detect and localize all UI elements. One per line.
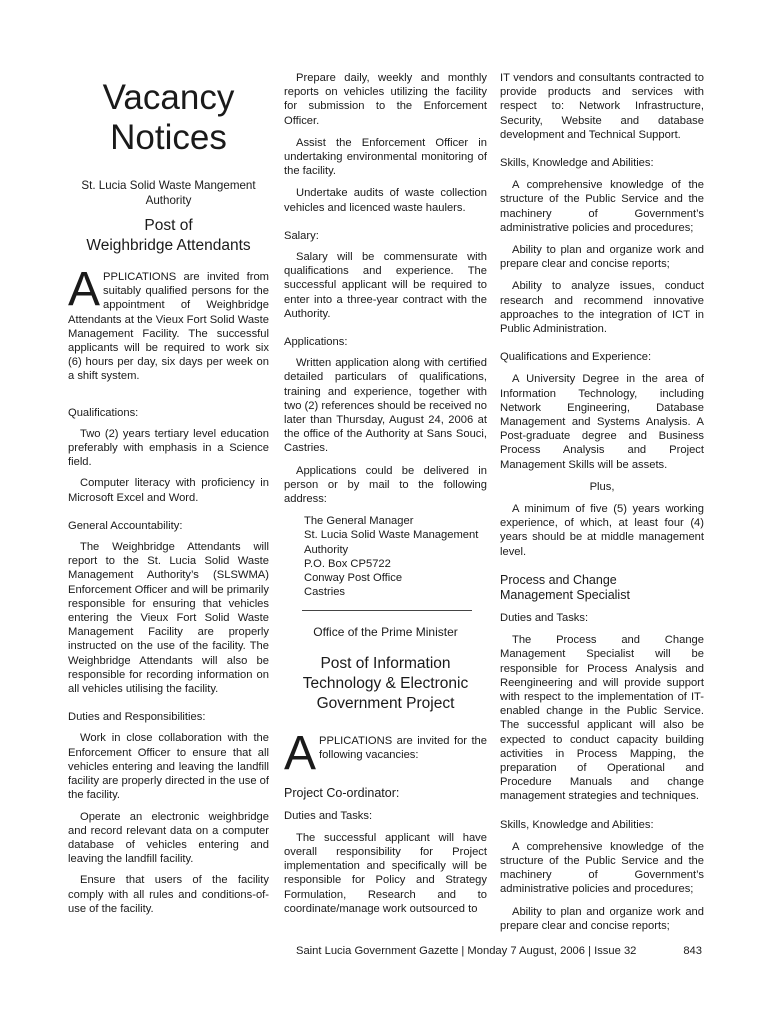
qualification-item: A minimum of five (5) years working experience, of which, at least four (4) years should be at middle management level. [500, 503, 704, 558]
drop-cap: A [284, 726, 317, 780]
qualification-item: Two (2) years tertiary level education preferably with emphasis in a Science field. [68, 427, 269, 469]
duty-item: Work in close collaboration with the Enforcement Officer to ensure that all vehicles entering and leaving the landfill facility are properly directed in the use of the facility. [68, 732, 269, 802]
duties-heading: Duties and Tasks: [284, 809, 373, 822]
skill-item: A comprehensive knowledge of the structure of the Public Service and the machinery of Government’s administrative policies and procedures; [500, 179, 704, 234]
skill-item: Ability to analyze issues, conduct research and recommend innovative approaches to the integration of ICT in Public Administration. [500, 280, 704, 336]
applications-text: Applications could be delivered in person or by mail to the following address: [284, 464, 487, 506]
duty-item: Assist the Enforcement Officer in undertaking environmental monitoring of the facility. [284, 136, 487, 178]
address-line: St. Lucia Solid Waste Management Authority [304, 529, 479, 556]
page-number: 843 [683, 945, 702, 957]
duty-item: Undertake audits of waste collection vehicles and licenced waste haulers. [284, 187, 487, 214]
skill-item: A comprehensive knowledge of the structure of the Public Service and the machinery of Government’s administrative policies and procedures; [500, 840, 704, 896]
intro-paragraph: APPLICATIONS are invited for the following vacancies: [284, 726, 487, 780]
page-footer [296, 944, 706, 958]
drop-cap: A [68, 263, 101, 316]
pcm-heading: Process and Change Management Specialist [500, 572, 630, 602]
qualification-item: A University Degree in the area of Information Technology, including Network Engineering, Database Management and Systems Analysis. A Post-graduate degree and Business Process Analysis and Project Management Skills will be assets. [500, 373, 704, 471]
qualifications-heading: Qualifications: [68, 406, 139, 419]
page-title: Vacancy Notices [102, 78, 235, 157]
column-3-body [500, 71, 704, 933]
post-title-it: Post of Information Technology & Electronic Government Project [302, 654, 469, 712]
skills-heading: Skills, Knowledge and Abilities: [500, 157, 654, 170]
skills-heading: Skills, Knowledge and Abilities: [500, 818, 654, 831]
address-line: The General Manager [304, 515, 414, 528]
footer-text: Saint Lucia Government Gazette | Monday 7 August, 2006 | Issue 32 [296, 945, 637, 957]
salary-text: Salary will be commensurate with qualifications and experience. The successful applicant will be required to enter into a three-year contract with the Authority. [284, 251, 487, 320]
post-title-weighbridge: Post of Weighbridge Attendants [86, 217, 251, 254]
skill-item: Ability to plan and organize work and prepare clear and concise reports; [500, 244, 704, 271]
applications-text: Written application along with certified detailed particulars of qualifications, training and experience, together with two (2) references should be received no later than Thursday, August 24, 2006 at the office of the Authority at Sans Souci, Castries. [284, 357, 487, 455]
address-line: P.O. Box CP5722 [304, 557, 391, 570]
duties-text: The successful applicant will have overall responsibility for Project implementation and specifically will be responsible for Policy and Strategy Formulation, Research and to coordinate/manage work outsourced to [284, 831, 487, 915]
organization-name: St. Lucia Solid Waste Mangement Authority [81, 179, 256, 207]
duty-item: Ensure that users of the facility comply with all rules and conditions-of-use of the facility. [68, 874, 269, 915]
duty-item: Prepare daily, weekly and monthly reports on vehicles utilizing the facility for submission to the Enforcement Officer. [284, 72, 487, 127]
accountability-text: The Weighbridge Attendants will report to the St. Lucia Solid Waste Management Authority’s (SLSWMA) Enforcement Officer and will be primarily responsible for ensuring that vehicles entering the Vieux Fort Solid Waste Management Facility are properly instructed on the use of the facility. The Weighbridge Attendants will also be responsible for recording information on all vehicles utilising the facility. [68, 541, 269, 696]
duties-text-continued: IT vendors and consultants contracted to provide products and services with respect to: Network Infrastructure, Security, Website and database development and Technical Support. [500, 72, 704, 141]
qualifications-heading: Qualifications and Experience: [500, 351, 652, 364]
duties-heading: Duties and Tasks: [500, 611, 589, 624]
intro-paragraph: APPLICATIONS are invited from suitably qualified persons for the appointment of Weighbridge Attendants at the Vieux Fort Solid Waste Management Facility. The successful applicants will be required to work six (6) hours per day, six days per week on a shift system. [68, 263, 269, 383]
office-name: Office of the Prime Minister [313, 624, 458, 639]
salary-heading: Salary: [284, 229, 319, 242]
skill-item: Ability to plan and organize work and prepare clear and concise reports; [500, 905, 704, 932]
address-block [284, 514, 487, 599]
duties-heading: Duties and Responsibilities: [68, 711, 206, 724]
qualification-item: Computer literacy with proficiency in Microsoft Excel and Word. [68, 477, 269, 504]
accountability-heading: General Accountability: [68, 519, 183, 532]
duties-text: The Process and Change Management Specialist will be responsible for Process Analysis and Reengineering and will provide support with respect to the implementation of IT-enabled change in the Public Service. The successful applicant will also be expected to conduct capacity building activities in Process Mapping, the preparation of Operational and Procedure Manuals and change management strategies and techniques. [500, 634, 704, 803]
column-1-body [68, 263, 269, 916]
divider [302, 610, 472, 611]
plus-text: Plus, [589, 480, 615, 493]
column-2-body [284, 71, 487, 916]
applications-heading: Applications: [284, 336, 348, 349]
coordinator-heading: Project Co-ordinator: [284, 785, 400, 800]
duty-item: Operate an electronic weighbridge and record relevant data on a computer database of vehicles entering and leaving the landfill facility. [68, 810, 269, 866]
address-line: Castries [304, 586, 346, 599]
address-line: Conway Post Office [304, 572, 403, 585]
